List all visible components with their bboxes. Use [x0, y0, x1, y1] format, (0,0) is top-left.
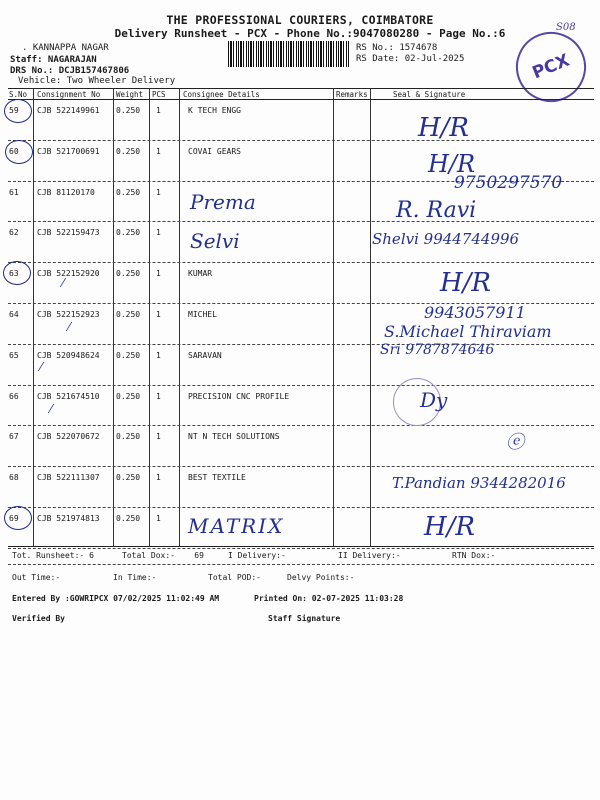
col-weight: Weight — [116, 90, 144, 99]
ii-delivery: II Delivery:- — [338, 551, 401, 560]
table-row — [8, 508, 594, 548]
verified-by: Verified By — [12, 614, 65, 623]
signature: T.Pandian 9344282016 — [392, 474, 566, 492]
table-row — [8, 345, 594, 385]
table-row — [8, 386, 594, 426]
row-divider — [8, 548, 594, 549]
signature-scribble: ⓔ — [506, 432, 524, 453]
company-title: THE PROFESSIONAL COURIERS, COIMBATORE — [166, 13, 434, 27]
row-weight: 0.250 — [116, 187, 141, 197]
row-pcs: 1 — [156, 432, 161, 442]
row-weight: 0.250 — [116, 391, 141, 401]
row-weight: 0.250 — [116, 432, 141, 442]
i-delivery: I Delivery:- — [228, 551, 286, 560]
tot-runsheet: Tot. Runsheet:- 6 — [12, 551, 94, 560]
row-sno: 65 — [9, 350, 19, 360]
row-weight: 0.250 — [116, 514, 141, 523]
row-consignee: NT N TECH SOLUTIONS — [188, 432, 280, 442]
row-pcs: 1 — [156, 187, 161, 197]
row-consignee: BEST TEXTILE — [188, 473, 246, 483]
row-consignee: PRECISION CNC PROFILE — [188, 391, 290, 401]
signature: H/R — [428, 150, 476, 178]
row-sno: 69 — [9, 514, 19, 523]
drs-number: DRS No.: DCJB157467806 — [10, 66, 130, 76]
row-consignment-no: CJB 81120170 — [37, 187, 95, 197]
col-consignment: Consignment No — [37, 90, 101, 99]
row-consignment-no: CJB 520948624 — [37, 350, 100, 360]
row-consignment-no: CJB 522152923 — [37, 310, 100, 319]
signature: Shelvi 9944744996 — [372, 230, 520, 248]
row-weight: 0.250 — [116, 310, 141, 319]
row-consignee: MICHEL — [188, 310, 217, 319]
row-weight: 0.250 — [116, 146, 141, 156]
tick-mark: ⁄ — [40, 360, 43, 374]
row-pcs: 1 — [156, 228, 161, 238]
table-bottom-border — [8, 546, 594, 547]
signature: R. Ravi — [396, 198, 477, 223]
row-sno: 60 — [9, 146, 19, 156]
col-seal: Seal & Signature — [393, 90, 466, 99]
row-pcs: 1 — [156, 350, 161, 360]
row-consignment-no: CJB 521700691 — [37, 146, 100, 156]
handwritten-phone: 9943057911 — [424, 303, 526, 322]
rs-number: RS No.: 1574678 — [356, 43, 438, 53]
col-pcs: PCS — [152, 90, 166, 99]
staff-signature: Staff Signature — [268, 614, 341, 623]
entered-by: Entered By :GOWRIPCX 07/02/2025 11:02:49 AM — [12, 594, 220, 603]
signature: H/R — [424, 512, 476, 542]
row-sno: 61 — [9, 187, 19, 197]
tick-mark: ⁄ — [50, 402, 53, 416]
handwritten-name: Prema — [190, 190, 256, 214]
handwritten-phone: 9750297570 — [454, 173, 563, 193]
barcode — [228, 41, 350, 67]
signature: H/R — [418, 113, 470, 143]
row-consignment-no: CJB 522152920 — [37, 269, 100, 279]
row-weight: 0.250 — [116, 228, 141, 238]
row-pcs: 1 — [156, 514, 161, 523]
total-dox: Total Dox:- 69 — [122, 551, 204, 560]
sno-circle — [5, 140, 33, 164]
table-row — [8, 100, 594, 140]
handwritten-name: Selvi — [190, 229, 240, 253]
row-pcs: 1 — [156, 146, 161, 156]
pcx-stamp: PCX — [505, 21, 596, 112]
signature: S.Michael Thiraviam — [384, 322, 552, 341]
sno-circle — [3, 261, 31, 285]
area-name: . KANNAPPA NAGAR — [22, 43, 109, 53]
row-consignment-no: CJB 522159473 — [37, 228, 100, 238]
row-weight: 0.250 — [116, 473, 141, 483]
handwritten-name: MATRIX — [188, 514, 285, 538]
table-row — [8, 263, 594, 303]
row-sno: 63 — [9, 269, 19, 279]
delvy-points: Delvy Points:- — [287, 573, 355, 582]
row-sno: 62 — [9, 228, 19, 238]
row-weight: 0.250 — [116, 350, 141, 360]
row-consignee: K TECH ENGG — [188, 106, 241, 115]
sno-circle — [4, 506, 32, 530]
printed-on: Printed On: 02-07-2025 11:03:28 — [254, 594, 404, 603]
row-consignment-no: CJB 521674510 — [37, 391, 100, 401]
col-sno: S.No — [9, 90, 28, 99]
footer-divider — [8, 564, 594, 565]
row-consignee: SARAVAN — [188, 350, 222, 360]
signature: H/R — [440, 268, 492, 298]
row-pcs: 1 — [156, 269, 161, 279]
table-top-border — [8, 88, 594, 89]
row-pcs: 1 — [156, 310, 161, 319]
row-consignment-no: CJB 522111307 — [37, 473, 100, 483]
row-sno: 66 — [9, 391, 19, 401]
row-sno: 67 — [9, 432, 19, 442]
signature-scribble: Dy — [420, 388, 448, 412]
row-sno: 68 — [9, 473, 19, 483]
rtn-dox: RTN Dox:- — [452, 551, 496, 560]
runsheet-subtitle: Delivery Runsheet - PCX - Phone No.:9047080280 - Page No.:6 — [114, 27, 506, 40]
row-consignment-no: CJB 522070672 — [37, 432, 100, 442]
in-time: In Time:- — [113, 573, 157, 582]
row-sno: 64 — [9, 310, 19, 319]
row-weight: 0.250 — [116, 269, 141, 279]
row-pcs: 1 — [156, 106, 161, 115]
row-consignee: COVAI GEARS — [188, 146, 241, 156]
tick-mark: ⁄ — [68, 320, 71, 334]
staff-name: Staff: NAGARAJAN — [10, 55, 97, 65]
out-time: Out Time:- — [12, 573, 61, 582]
col-details: Consignee Details — [183, 90, 260, 99]
sno-circle — [4, 99, 32, 123]
stamp-note: S08 — [556, 22, 576, 33]
row-sno: 59 — [9, 106, 19, 115]
row-consignment-no: CJB 521974813 — [37, 514, 100, 523]
row-weight: 0.250 — [116, 106, 141, 115]
vehicle-type: Vehicle: Two Wheeler Delivery — [18, 76, 176, 86]
tick-mark: ⁄ — [62, 276, 65, 290]
signature: Sri 9787874646 — [380, 342, 495, 358]
rs-date: RS Date: 02-Jul-2025 — [356, 54, 465, 64]
row-pcs: 1 — [156, 391, 161, 401]
row-consignee: KUMAR — [188, 269, 213, 279]
row-pcs: 1 — [156, 473, 161, 483]
total-pod: Total POD:- — [208, 573, 261, 582]
row-consignment-no: CJB 522149961 — [37, 106, 100, 115]
col-remarks: Remarks — [336, 90, 368, 99]
